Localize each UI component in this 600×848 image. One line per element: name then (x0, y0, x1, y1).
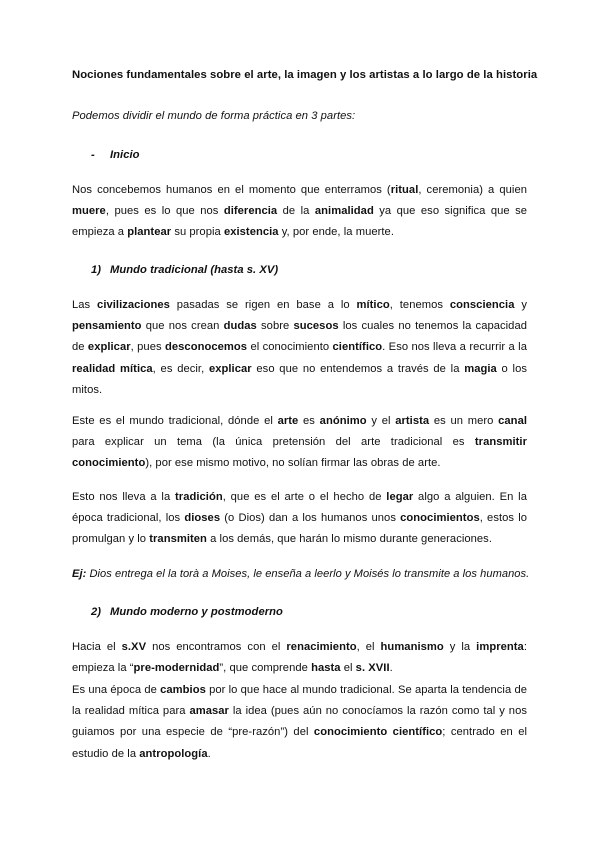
bold-term: consciencia (449, 299, 515, 311)
bold-term: renacimiento (286, 641, 357, 653)
section-heading-1 (91, 264, 546, 276)
section-label: Mundo tradicional (hasta s. XV) (110, 264, 279, 276)
bullet-label: Inicio (110, 149, 140, 161)
paragraph: Es una época de cambios por lo que hace al mundo tradicional. Se aparta la tendencia de la realidad mítica para amasar la idea (pues aún no conocíamos la razón como tal y nos guiamos por una especie de “pre-razón”) del conocimiento científico; centrado en el estudio de la antropología. (72, 684, 527, 760)
bold-term: amasar (189, 705, 229, 718)
bold-term: existencia (223, 226, 279, 239)
bold-term: conocimientos (400, 512, 480, 525)
bold-term: tradición (175, 491, 223, 503)
bold-term: magia (464, 362, 497, 375)
bold-term: explicar (208, 362, 252, 375)
bold-term: transmitir conocimiento (72, 436, 527, 470)
paragraph: Esto nos lleva a la tradición, que es el arte o el hecho de legar algo a alguien. En la época tradicional, los dioses (o Dios) dan a los humanos unos conocimientos, estos lo promulgan y lo transmiten a los demás, que harán lo mismo durante generaciones. (72, 491, 527, 546)
bold-term: dudas (223, 320, 257, 333)
paragraph: Las civilizaciones pasadas se rigen en base a lo mítico, tenemos consciencia y pensamiento que nos crean dudas sobre sucesos los cuales no tenemos la capacidad de explicar, pues desconocemos el conocimiento científico. Eso nos lleva a recurrir a la realidad mítica, es decir, explicar eso que no entendemos a través de la magia o los mitos. (72, 299, 528, 396)
bold-term: sucesos (293, 320, 339, 333)
section-number: 1) (91, 264, 102, 276)
bold-term: s. XVII (355, 662, 390, 675)
bold-term: cambios (160, 684, 206, 696)
bold-term: antropología (139, 747, 208, 760)
bold-term: legar (386, 491, 414, 503)
bold-term: artista (395, 415, 430, 427)
bold-term: realidad mítica (72, 362, 153, 375)
paragraph: Este es el mundo tradicional, dónde el arte es anónimo y el artista es un mero canal para explicar un tema (la única pretensión del arte tradicional es transmitir conocimiento), por ese mismo motivo, no solían firmar las obras de arte. (72, 415, 527, 470)
bold-term: pensamiento (72, 320, 142, 333)
paragraph: Hacia el s.XV nos encontramos con el renacimiento, el humanismo y la imprenta: empieza la “pre-modernidad”, que comprende hasta el s. XVII. (72, 641, 527, 675)
section-number: 2) (91, 606, 102, 618)
bold-term: humanismo (380, 641, 444, 653)
bold-term: canal (498, 415, 527, 427)
bold-term: civilizaciones (97, 299, 170, 311)
example-line (72, 568, 530, 580)
bold-term: imprenta (476, 641, 524, 653)
intro-text: Podemos dividir el mundo de forma práctica en 3 partes: (72, 110, 356, 122)
paragraph: Nos concebemos humanos en el momento que enterramos (ritual, ceremonia) a quien muere, pues es lo que nos diferencia de la animalidad ya que eso significa que se empieza a plantear su propia existencia y, por ende, la muerte. (72, 184, 528, 239)
bold-term: arte (277, 415, 299, 427)
bold-term: hasta (311, 662, 341, 675)
bold-term: s.XV (121, 641, 147, 653)
bold-term: dioses (184, 512, 221, 525)
bullet-marker: - (91, 149, 95, 161)
bold-term: muere (72, 205, 106, 218)
bold-term: anónimo (319, 415, 367, 427)
section-heading-2 (91, 606, 546, 618)
bold-term: mítico (356, 299, 390, 311)
bold-term: desconocemos (165, 341, 248, 354)
bold-term: animalidad (314, 205, 374, 218)
bold-term: científico (332, 341, 383, 354)
bold-term: explicar (87, 341, 131, 354)
example-label: Ej: (72, 568, 87, 580)
document-title: Nociones fundamentales sobre el arte, la imagen y los artistas a lo largo de la historia (72, 69, 538, 81)
bold-term: plantear (127, 226, 172, 239)
section-label: Mundo moderno y postmoderno (110, 606, 283, 618)
bold-term: diferencia (223, 205, 278, 218)
example-text: Dios entrega el la torà a Moises, le enseña a leerlo y Moisés lo transmite a los humanos. (86, 568, 530, 580)
bold-term: ritual (390, 184, 419, 196)
bold-term: conocimiento científico (313, 726, 443, 739)
bullet-inicio (91, 149, 546, 161)
bold-term: pre-modernidad (133, 662, 220, 675)
bold-term: transmiten (149, 533, 207, 546)
